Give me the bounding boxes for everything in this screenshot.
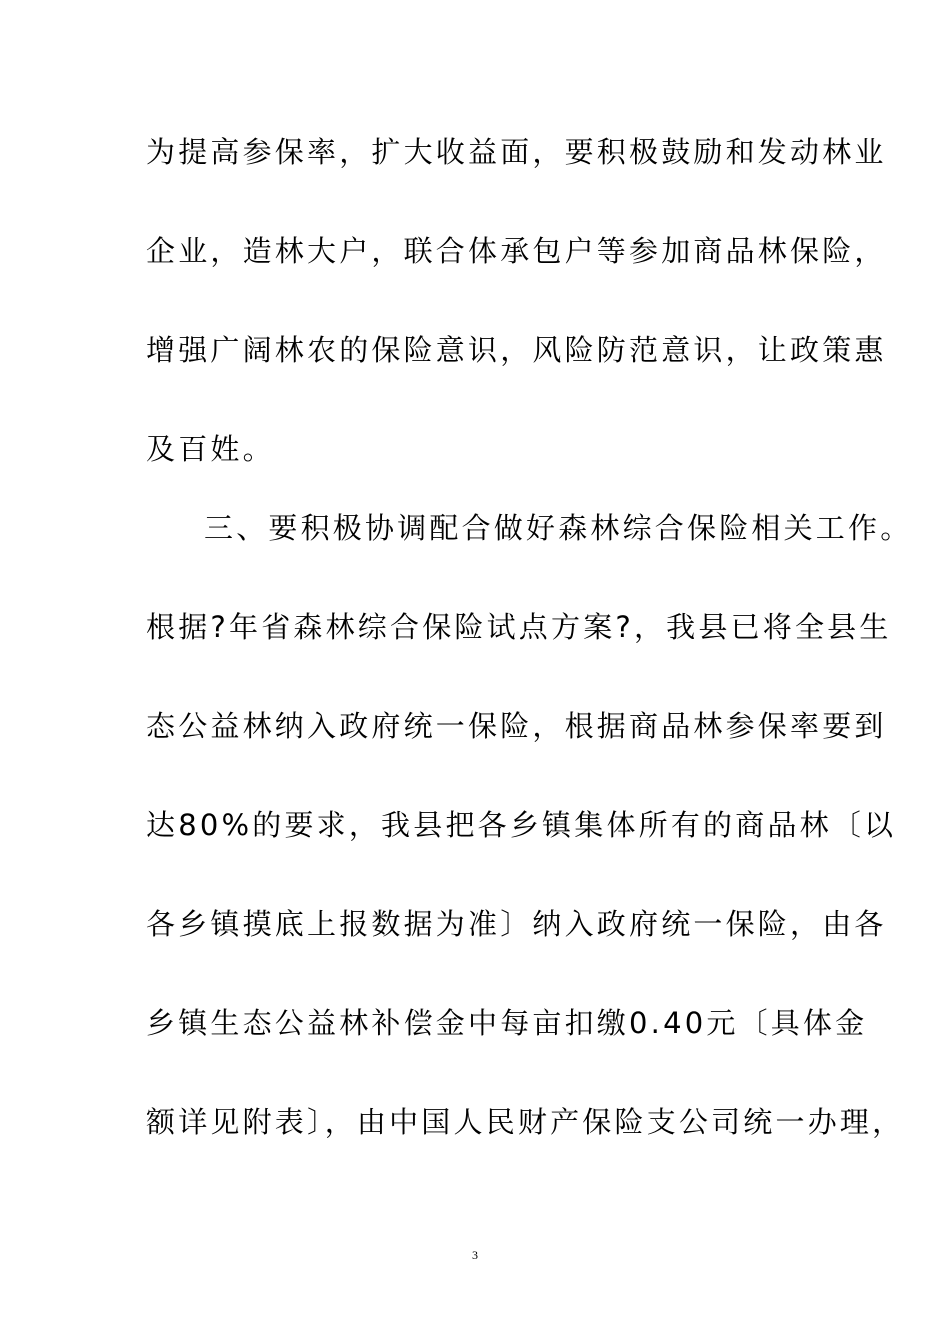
- body-text-line: 根据?年省森林综合保险试点方案?，我县已将全县生: [146, 610, 892, 644]
- body-text-line: 及百姓。: [146, 432, 275, 466]
- body-text-line: 额详见附表〕，由中国人民财产保险支公司统一办理，: [146, 1105, 905, 1139]
- page-number: 3: [472, 1248, 478, 1262]
- body-text-line: 态公益林纳入政府统一保险，根据商品林参保率要到: [146, 709, 887, 743]
- body-text-line: 乡镇生态公益林补偿金中每亩扣缴0.40元〔具体金: [146, 1006, 868, 1040]
- body-text-line: 增强广阔林农的保险意识，风险防范意识，让政策惠: [146, 333, 887, 367]
- body-text-line: 企业，造林大户，联合体承包户等参加商品林保险，: [146, 234, 887, 268]
- body-text-line: 为提高参保率，扩大收益面，要积极鼓励和发动林业: [146, 135, 887, 169]
- section-heading-line: 三、要积极协调配合做好森林综合保险相关工作。: [204, 511, 913, 545]
- body-text-line: 各乡镇摸底上报数据为准〕纳入政府统一保险，由各: [146, 907, 887, 941]
- body-text-line: 达80%的要求，我县把各乡镇集体所有的商品林〔以: [146, 808, 897, 842]
